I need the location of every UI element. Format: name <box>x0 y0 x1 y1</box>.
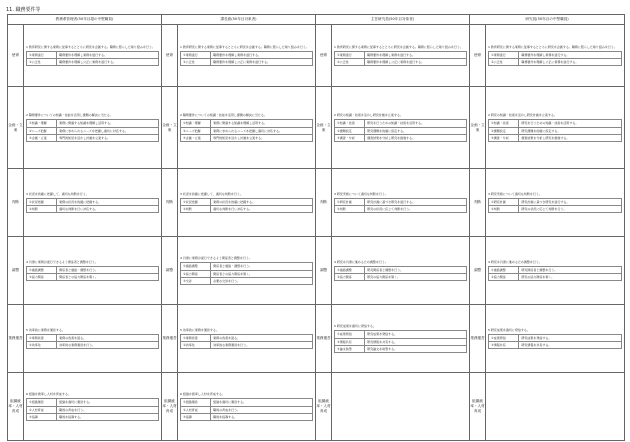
requirement-intro: 2 職務要件についての知識・技能を活用し課題の解決に当たる。 <box>180 113 267 118</box>
requirement-cell <box>24 237 162 305</box>
criteria-label: ①知識・理解 <box>27 120 57 127</box>
criteria-label: ③企画・立案 <box>27 134 57 141</box>
requirement-cell <box>486 25 625 87</box>
criteria-description: 効率的な業務運営を行う。 <box>211 342 313 349</box>
criteria-table <box>26 198 159 213</box>
section-label: 企画・立案 <box>316 87 332 169</box>
column-header: 研究員(50年目の中堅職員) <box>470 15 625 25</box>
criteria-label: ①連絡調整 <box>181 263 211 270</box>
criteria-row <box>181 413 313 420</box>
job-requirements-table <box>7 14 625 441</box>
criteria-row <box>181 399 313 406</box>
section-label: 組織統率・人材育成 <box>316 373 332 441</box>
requirement-intro: 4 研究を円滑に進めるため調整を行う。 <box>488 259 542 264</box>
criteria-label: ③調査・分析 <box>335 134 365 141</box>
requirement-cell <box>332 169 470 237</box>
criteria-description: 研究関係者と調整を行う。 <box>519 266 622 273</box>
criteria-description: 専門的知見を活かし計画を立案する。 <box>211 134 313 141</box>
criteria-row <box>489 51 622 58</box>
criteria-label: ②効率化 <box>181 342 211 349</box>
requirement-cell <box>486 373 625 441</box>
criteria-label: ①組織運営 <box>27 399 57 406</box>
criteria-description: 研究論文を執筆する。 <box>365 345 467 352</box>
criteria-row <box>489 134 622 141</box>
criteria-label: ②人材育成 <box>27 406 57 413</box>
criteria-row <box>181 406 313 413</box>
criteria-table <box>488 51 622 66</box>
criteria-row <box>27 406 159 413</box>
criteria-label: ②人材育成 <box>181 406 211 413</box>
section-label: 調整 <box>470 237 486 305</box>
criteria-description: 研究の状況に応じて判断を行う。 <box>519 206 622 213</box>
criteria-label: ①連絡調整 <box>335 266 365 273</box>
requirement-intro: 2 研究の知識・技術を活かし研究計画を立案する。 <box>334 113 403 118</box>
criteria-label: ③交渉 <box>181 277 211 284</box>
criteria-label: ②情報共有 <box>489 342 519 349</box>
requirement-intro: 3 研究実施について適切な判断を行う。 <box>334 191 388 196</box>
requirement-intro: 4 円滑に業務が遂行できるよう関係者と調整を行う。 <box>26 259 98 264</box>
criteria-description: 業務に求められるニーズを把握し適切に対応する。 <box>57 127 159 134</box>
criteria-description: 職務要件を理解し公正に業務を遂行する。 <box>519 59 622 66</box>
requirement-cell <box>332 373 470 441</box>
criteria-label: ②協力関係 <box>489 274 519 281</box>
criteria-row <box>27 342 159 349</box>
criteria-label: ②協力関係 <box>335 274 365 281</box>
criteria-table <box>26 398 159 420</box>
criteria-description: 調査結果を分析し研究を推進する。 <box>365 134 467 141</box>
section-label: 判断 <box>316 169 332 237</box>
criteria-table <box>334 119 467 141</box>
criteria-label: ③指導 <box>181 413 211 420</box>
criteria-row <box>27 127 159 134</box>
criteria-description: 研究を行うための知識・技術を活用する。 <box>365 120 467 127</box>
requirement-intro: 4 円滑に業務が遂行できるよう関係者と調整を行う。 <box>180 256 252 261</box>
requirement-intro: 1 教育研究に関する業務に従事するとともに研究を企画する。職務に照らした取り組みを行う。 <box>488 44 617 49</box>
criteria-label: ①業務改善 <box>27 334 57 341</box>
criteria-description: 研究情報を共有する。 <box>519 342 622 349</box>
criteria-label: ②協力関係 <box>27 274 57 281</box>
section-label: 判断 <box>470 169 486 237</box>
criteria-row <box>489 266 622 273</box>
criteria-label: ②公正性 <box>181 59 211 66</box>
criteria-description: 研究の状況に応じて判断を行う。 <box>365 206 467 213</box>
criteria-table <box>26 51 159 66</box>
criteria-label: ①業務遂行 <box>27 51 57 58</box>
requirement-intro: 4 研究を円滑に進めるため調整を行う。 <box>334 259 388 264</box>
section-label: 使命 <box>8 25 24 87</box>
criteria-row <box>27 413 159 420</box>
criteria-row <box>335 338 467 345</box>
criteria-table <box>488 266 622 281</box>
criteria-label: ②ニーズ把握 <box>27 127 57 134</box>
criteria-description: 職務要件を理解し公正に業務を遂行する。 <box>57 59 159 66</box>
section-row <box>8 373 625 441</box>
criteria-description: 職員を指導する。 <box>211 413 313 420</box>
criteria-label: ②情報共有 <box>335 338 365 345</box>
criteria-row <box>489 198 622 205</box>
requirement-cell <box>24 373 162 441</box>
section-row <box>8 169 625 237</box>
criteria-row <box>27 399 159 406</box>
criteria-table <box>334 198 467 213</box>
criteria-table <box>180 51 313 66</box>
criteria-description: 業務に関連する知識を理解し活用する。 <box>57 120 159 127</box>
criteria-label: ①業務改善 <box>181 334 211 341</box>
criteria-label: ②ニーズ把握 <box>181 127 211 134</box>
column-header: 主任研究員(50年目対象者) <box>316 15 470 25</box>
criteria-row <box>335 120 467 127</box>
criteria-description: 業務の状況を的確に把握する。 <box>211 198 313 205</box>
criteria-description: 職務要件を理解し業務を遂行する。 <box>57 51 159 58</box>
section-label: 企画・立案 <box>8 87 24 169</box>
criteria-label: ②判断 <box>335 206 365 213</box>
section-label: 使命 <box>470 25 486 87</box>
requirement-cell <box>178 237 316 305</box>
criteria-row <box>489 334 622 341</box>
criteria-row <box>335 59 467 66</box>
criteria-description: 関係者と連絡・調整を行う。 <box>57 266 159 273</box>
criteria-description: 職務要件を理解し業務を遂行する。 <box>365 51 467 58</box>
criteria-row <box>489 342 622 349</box>
section-label: 調整 <box>8 237 24 305</box>
criteria-row <box>181 342 313 349</box>
requirement-cell <box>178 305 316 373</box>
criteria-row <box>489 127 622 134</box>
criteria-description: 適切な判断を行い対応する。 <box>211 206 313 213</box>
criteria-description: 職員を指導する。 <box>57 413 159 420</box>
criteria-row <box>489 206 622 213</box>
requirement-cell <box>178 87 316 169</box>
criteria-label: ③指導 <box>27 413 57 420</box>
criteria-description: 職務要件を理解し公正に業務を遂行する。 <box>211 59 313 66</box>
criteria-row <box>181 59 313 66</box>
criteria-description: 組織を適切に運営する。 <box>211 399 313 406</box>
requirement-cell <box>332 87 470 169</box>
criteria-label: ②協力関係 <box>181 270 211 277</box>
criteria-table <box>488 119 622 141</box>
requirement-cell <box>24 169 162 237</box>
column-header: 課長級(50年目対象者) <box>162 15 316 25</box>
criteria-label: ①知識・技術 <box>489 120 519 127</box>
criteria-label: ①状況把握 <box>27 198 57 205</box>
criteria-label: ②効率化 <box>27 342 57 349</box>
requirement-intro: 5 効率的に業務を運営する。 <box>180 327 219 332</box>
criteria-description: 業務の状況を的確に把握する。 <box>57 198 159 205</box>
criteria-description: 業務の改善を図る。 <box>211 334 313 341</box>
requirement-cell <box>332 305 470 373</box>
criteria-description: 業務に関連する知識を理解し活用する。 <box>211 120 313 127</box>
section-label: 判断 <box>162 169 178 237</box>
criteria-row <box>335 198 467 205</box>
criteria-description: 研究関係者と調整を行う。 <box>365 266 467 273</box>
requirement-intro: 3 研究実施について適切な判断を行う。 <box>488 191 542 196</box>
requirement-cell <box>486 169 625 237</box>
criteria-label: ①成果発信 <box>489 334 519 341</box>
section-row <box>8 25 625 87</box>
requirement-intro: 2 研究の知識・技術を活かし研究計画を立案する。 <box>488 113 557 118</box>
criteria-label: ①状況把握 <box>181 198 211 205</box>
criteria-row <box>181 120 313 127</box>
criteria-row <box>335 206 467 213</box>
requirement-intro: 1 教育研究に関する業務に従事するとともに研究を企画する。職務に照らした取り組みを行う。 <box>26 44 155 49</box>
criteria-row <box>335 127 467 134</box>
section-label: 組織統率・人材育成 <box>8 373 24 441</box>
criteria-description: 業務の改善を図る。 <box>57 334 159 341</box>
criteria-description: 研究成果を発信する。 <box>519 334 622 341</box>
criteria-row <box>27 334 159 341</box>
criteria-label: ②判断 <box>181 206 211 213</box>
criteria-row <box>335 134 467 141</box>
criteria-row <box>181 206 313 213</box>
criteria-table <box>26 334 159 349</box>
section-label: 企画・立案 <box>162 87 178 169</box>
section-label: 業務運営 <box>470 305 486 373</box>
section-row <box>8 237 625 305</box>
criteria-table <box>334 51 467 66</box>
criteria-row <box>335 274 467 281</box>
requirement-cell <box>24 87 162 169</box>
requirement-intro: 1 教育研究に関する業務に従事するとともに研究を企画する。職務に照らした取り組みを行う。 <box>334 44 463 49</box>
criteria-row <box>27 59 159 66</box>
requirement-cell <box>178 169 316 237</box>
requirement-cell <box>486 305 625 373</box>
section-label: 企画・立案 <box>470 87 486 169</box>
criteria-label: ①知識・技術 <box>335 120 365 127</box>
requirement-intro: 5 効率的に業務を運営する。 <box>26 327 65 332</box>
criteria-label: ②課題設定 <box>489 127 519 134</box>
criteria-row <box>335 266 467 273</box>
requirement-intro: 6 組織を統率し人材を育成する。 <box>26 392 71 397</box>
requirement-cell <box>332 25 470 87</box>
criteria-description: 研究を行うための知識・技術を活用する。 <box>519 120 622 127</box>
requirement-intro: 5 研究成果を適切に発信する。 <box>488 327 530 332</box>
criteria-description: 研究情報を共有する。 <box>365 338 467 345</box>
section-label: 判断 <box>8 169 24 237</box>
criteria-row <box>181 51 313 58</box>
criteria-table <box>180 198 313 213</box>
criteria-row <box>181 334 313 341</box>
criteria-table <box>180 398 313 420</box>
criteria-description: 研究計画に基づき研究を遂行する。 <box>365 198 467 205</box>
criteria-table <box>488 334 622 349</box>
criteria-label: ①業務遂行 <box>335 51 365 58</box>
criteria-row <box>27 198 159 205</box>
criteria-row <box>27 266 159 273</box>
criteria-label: ①研究計画 <box>489 198 519 205</box>
criteria-row <box>181 263 313 270</box>
requirement-cell <box>24 305 162 373</box>
section-label: 使命 <box>316 25 332 87</box>
requirement-intro: 5 研究成果を適切に発信する。 <box>334 324 376 329</box>
criteria-description: 関係者との協力関係を築く。 <box>211 270 313 277</box>
criteria-label: ②公正性 <box>335 59 365 66</box>
section-row <box>8 87 625 169</box>
criteria-row <box>181 198 313 205</box>
criteria-row <box>181 134 313 141</box>
criteria-label: ③調査・分析 <box>489 134 519 141</box>
criteria-label: ②公正性 <box>489 59 519 66</box>
criteria-label: ①組織運営 <box>181 399 211 406</box>
criteria-label: ①連絡調整 <box>489 266 519 273</box>
section-label: 組織統率・人材育成 <box>162 373 178 441</box>
criteria-description: 職務要件を理解し業務を遂行する。 <box>211 51 313 58</box>
criteria-label: ②判断 <box>489 206 519 213</box>
criteria-label: ②判断 <box>27 206 57 213</box>
requirement-cell <box>178 25 316 87</box>
criteria-description: 業務に求められるニーズを把握し適切に対応する。 <box>211 127 313 134</box>
criteria-description: 職員の育成を行う。 <box>211 406 313 413</box>
criteria-row <box>181 270 313 277</box>
criteria-row <box>489 274 622 281</box>
requirement-cell <box>178 373 316 441</box>
criteria-label: ③論文執筆 <box>335 345 365 352</box>
criteria-table <box>180 262 313 284</box>
criteria-row <box>335 331 467 338</box>
column-header: 教務系管理者(50年目超の中堅職員) <box>8 15 162 25</box>
criteria-description: 研究の協力関係を築く。 <box>365 274 467 281</box>
requirement-intro: 3 状況を的確に把握して、適切な判断を行う。 <box>26 191 89 196</box>
criteria-description: 職員の育成を行う。 <box>57 406 159 413</box>
section-row <box>8 305 625 373</box>
criteria-label: ①連絡調整 <box>27 266 57 273</box>
criteria-table <box>334 330 467 352</box>
criteria-row <box>489 59 622 66</box>
criteria-description: 組織を適切に運営する。 <box>57 399 159 406</box>
requirement-cell <box>486 237 625 305</box>
page-label: 11. 職務要件等 <box>6 7 41 13</box>
criteria-row <box>27 274 159 281</box>
section-label: 調整 <box>316 237 332 305</box>
criteria-description: 適切な判断を行い対応する。 <box>57 206 159 213</box>
criteria-table <box>488 198 622 213</box>
criteria-table <box>26 119 159 141</box>
criteria-row <box>181 277 313 284</box>
criteria-label: ①知識・理解 <box>181 120 211 127</box>
criteria-description: 研究成果を発信する。 <box>365 331 467 338</box>
criteria-description: 専門的知見を活かし計画を立案する。 <box>57 134 159 141</box>
criteria-description: 研究課題を的確に設定する。 <box>365 127 467 134</box>
requirement-cell <box>486 87 625 169</box>
criteria-row <box>27 134 159 141</box>
criteria-description: 調査結果を分析し研究を推進する。 <box>519 134 622 141</box>
section-label: 業務運営 <box>8 305 24 373</box>
criteria-description: 研究課題を的確に設定する。 <box>519 127 622 134</box>
requirement-intro: 2 職務要件についての知識・技能を活用し課題の解決に当たる。 <box>26 113 113 118</box>
requirement-intro: 6 組織を統率し人材を育成する。 <box>180 392 225 397</box>
criteria-row <box>27 51 159 58</box>
criteria-description: 関係者との協力関係を築く。 <box>57 274 159 281</box>
criteria-table <box>180 119 313 141</box>
requirement-cell <box>332 237 470 305</box>
criteria-description: 研究の協力関係を築く。 <box>519 274 622 281</box>
requirement-intro: 1 教育研究に関する業務に従事するとともに研究を企画する。職務に照らした取り組みを行う。 <box>180 44 309 49</box>
criteria-table <box>334 266 467 281</box>
criteria-label: ③企画・立案 <box>181 134 211 141</box>
requirement-cell <box>24 25 162 87</box>
criteria-row <box>335 51 467 58</box>
criteria-label: ①研究計画 <box>335 198 365 205</box>
criteria-description: 職務要件を理解し業務を遂行する。 <box>519 51 622 58</box>
criteria-label: ②公正性 <box>27 59 57 66</box>
criteria-description: 研究計画に基づき研究を遂行する。 <box>519 198 622 205</box>
criteria-description: 必要な交渉を行う。 <box>211 277 313 284</box>
section-label: 組織統率・人材育成 <box>470 373 486 441</box>
criteria-label: ①業務遂行 <box>489 51 519 58</box>
section-label: 調整 <box>162 237 178 305</box>
criteria-table <box>180 334 313 349</box>
criteria-row <box>27 120 159 127</box>
criteria-label: ①業務遂行 <box>181 51 211 58</box>
criteria-description: 関係者と連絡・調整を行う。 <box>211 263 313 270</box>
criteria-table <box>26 266 159 281</box>
section-label: 業務運営 <box>316 305 332 373</box>
criteria-description: 効率的な業務運営を行う。 <box>57 342 159 349</box>
criteria-row <box>335 345 467 352</box>
criteria-row <box>489 120 622 127</box>
section-label: 業務運営 <box>162 305 178 373</box>
criteria-row <box>27 206 159 213</box>
criteria-label: ①成果発信 <box>335 331 365 338</box>
criteria-row <box>181 127 313 134</box>
criteria-label: ②課題設定 <box>335 127 365 134</box>
requirement-intro: 3 状況を的確に把握して、適切な判断を行う。 <box>180 191 243 196</box>
section-label: 使命 <box>162 25 178 87</box>
criteria-description: 職務要件を理解し公正に業務を遂行する。 <box>365 59 467 66</box>
